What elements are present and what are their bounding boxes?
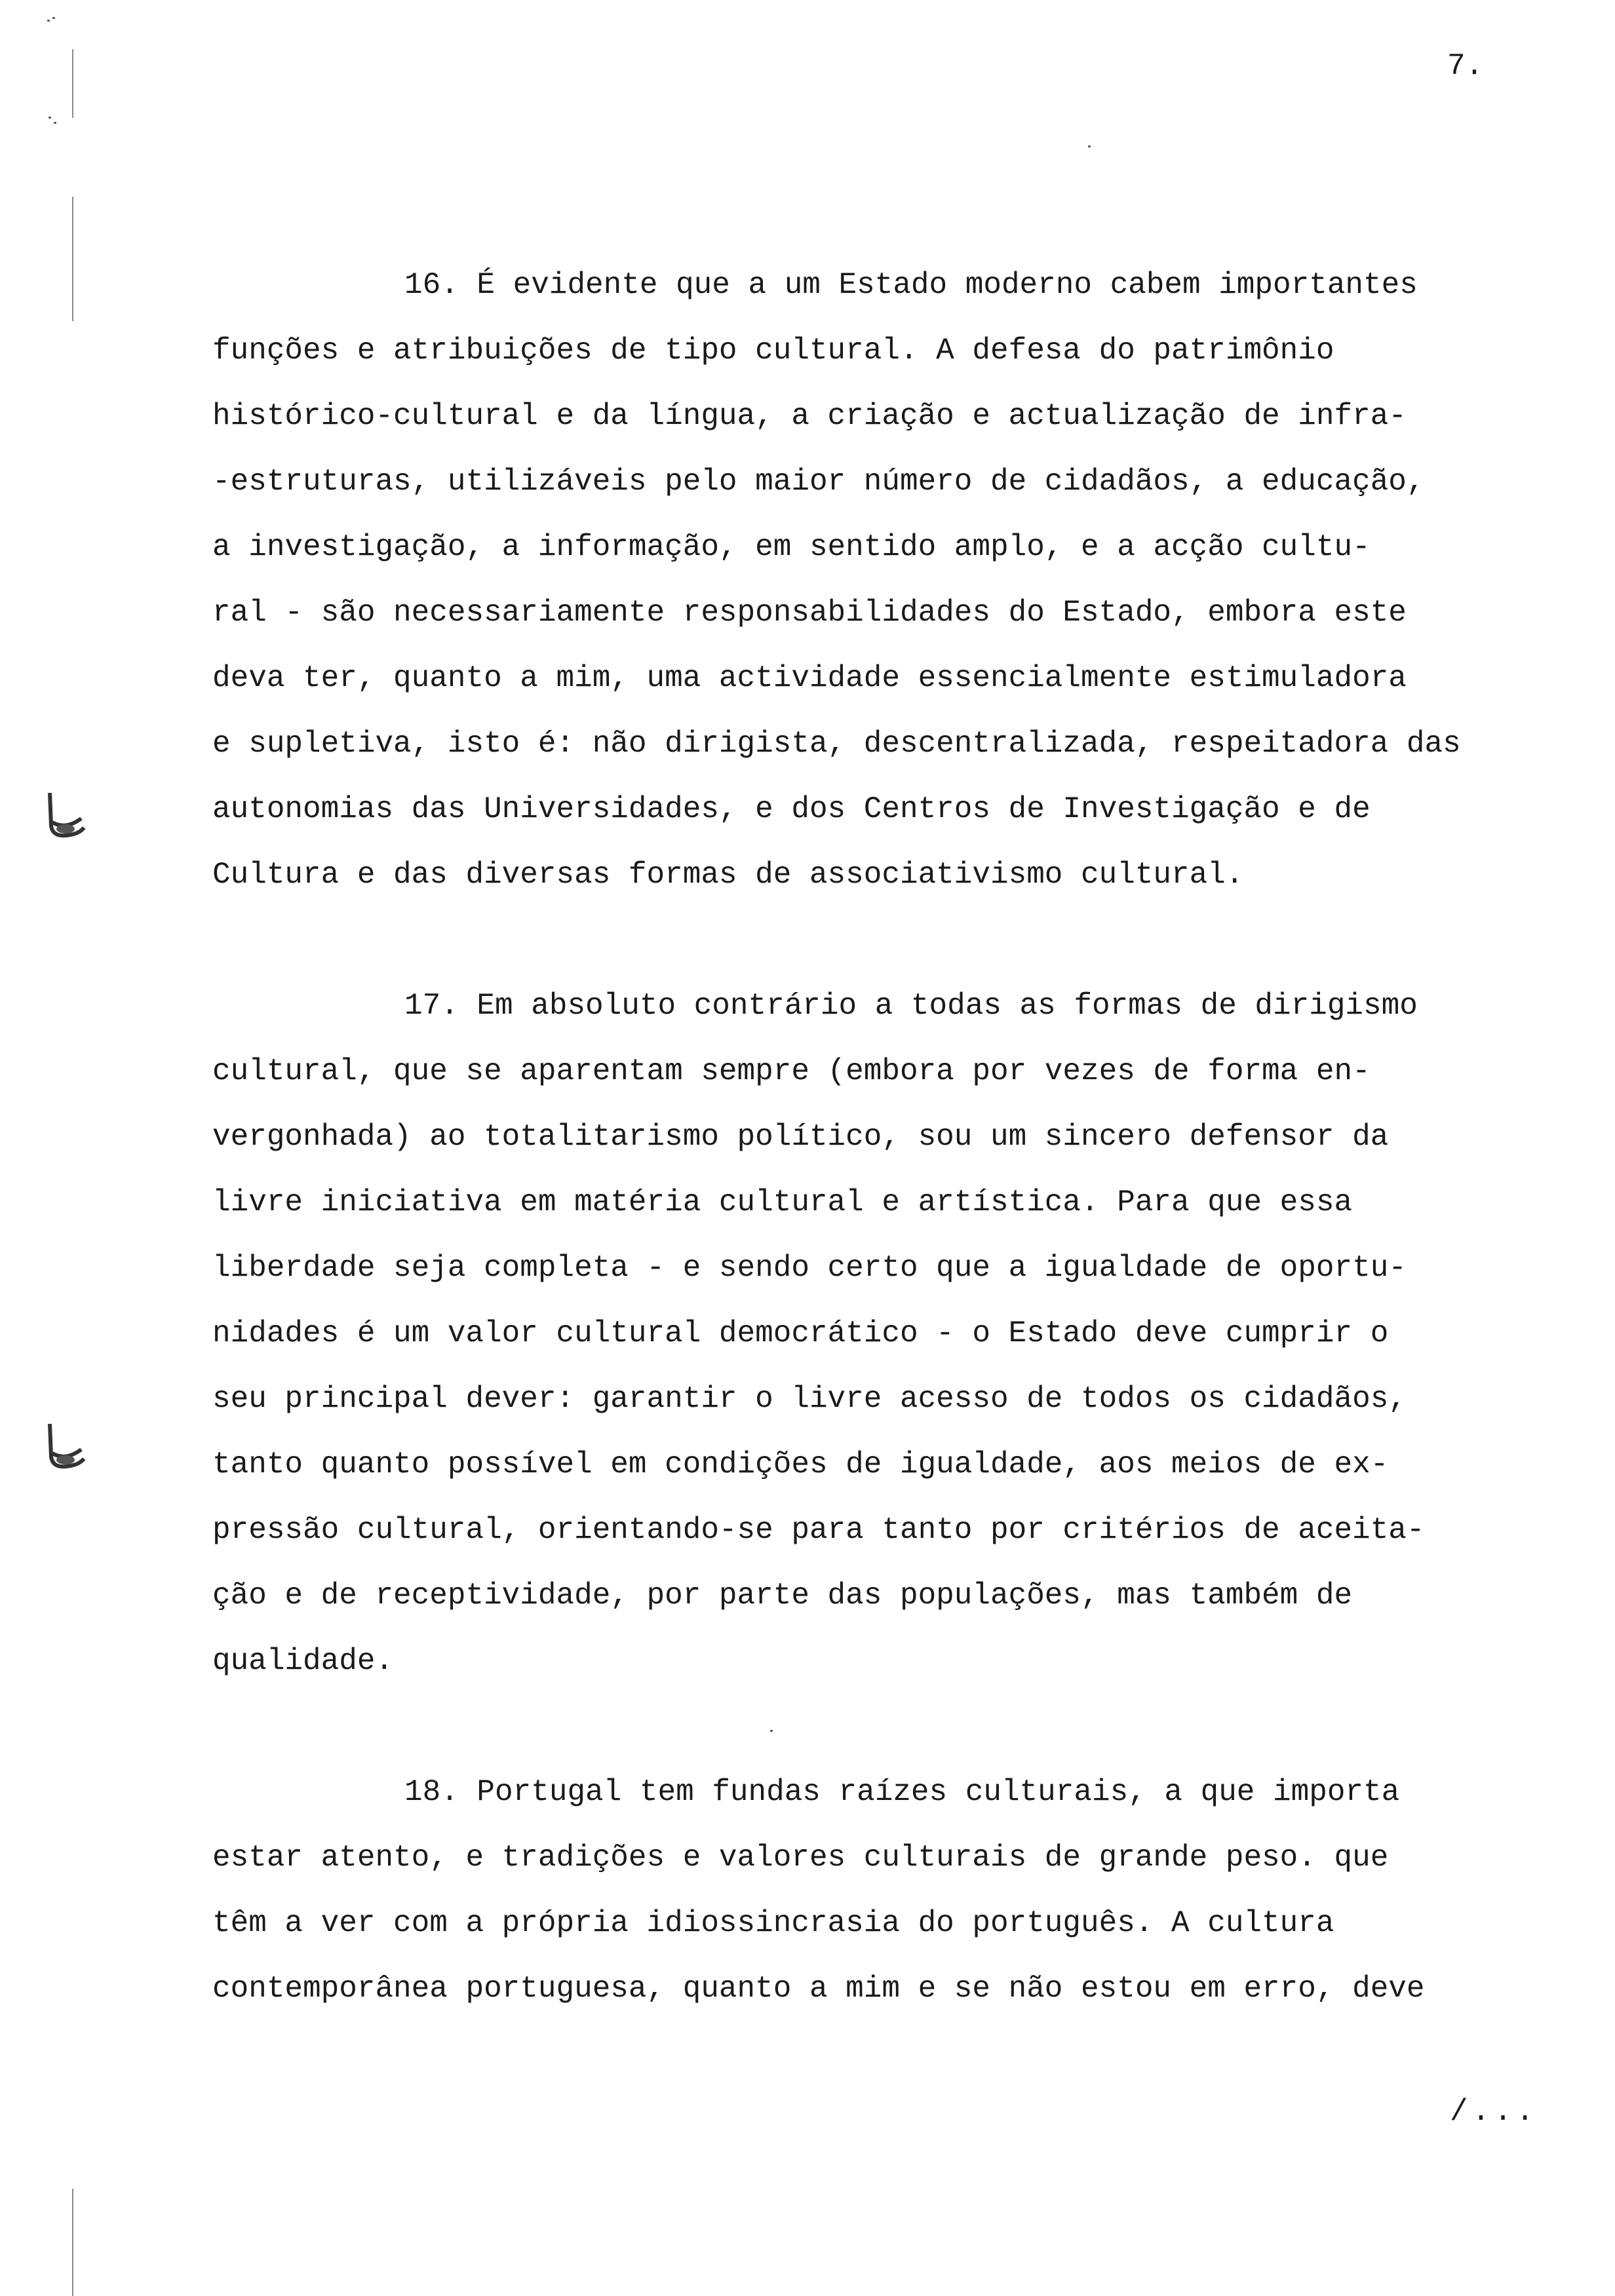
text-line: liberdade seja completa - e sendo certo que a igualdade de oportu- <box>212 1251 1407 1285</box>
continuation-mark: /... <box>1450 2095 1538 2129</box>
binder-clip-mark-upper <box>43 790 89 842</box>
text-line: autonomias das Universidades, e dos Centros de Investigação e de <box>212 792 1371 826</box>
text-line: ral - são necessariamente responsabilidades do Estado, embora este <box>212 596 1407 630</box>
text-line: nidades é um valor cultural democrático - o Estado deve cumprir o <box>212 1316 1389 1350</box>
text-line: funções e atribuições de tipo cultural. A defesa do patrimônio <box>212 334 1334 368</box>
margin-rule-middle <box>72 197 73 321</box>
margin-speck <box>47 20 50 22</box>
text-line: deva ter, quanto a mim, uma actividade essencialmente estimuladora <box>212 661 1407 695</box>
text-line: histórico-cultural e da língua, a criação e actualização de infra- <box>212 399 1407 433</box>
text-line: -estruturas, utilizáveis pelo maior número de cidadãos, a educação, <box>212 465 1425 499</box>
text-line: ção e de receptividade, por parte das populações, mas também de <box>212 1578 1353 1613</box>
page-number: 7. <box>1447 49 1484 83</box>
margin-speck <box>1088 145 1091 147</box>
text-line: pressão cultural, orientando-se para tanto por critérios de aceita- <box>212 1513 1425 1547</box>
text-line: 17. Em absoluto contrário a todas as formas de dirigismo <box>404 989 1418 1023</box>
text-line: vergonhada) ao totalitarismo político, sou um sincero defensor da <box>212 1120 1389 1154</box>
text-line: Cultura e das diversas formas de associativismo cultural. <box>212 858 1244 892</box>
text-line: seu principal dever: garantir o livre acesso de todos os cidadãos, <box>212 1382 1407 1416</box>
margin-speck <box>54 122 56 124</box>
text-line: cultural, que se aparentam sempre (embora por vezes de forma en- <box>212 1054 1371 1088</box>
text-line: estar atento, e tradições e valores culturais de grande peso. que <box>212 1841 1389 1875</box>
margin-speck <box>52 17 55 19</box>
text-line: 16. É evidente que a um Estado moderno cabem importantes <box>404 268 1418 302</box>
text-line: tanto quanto possível em condições de igualdade, aos meios de ex- <box>212 1447 1389 1482</box>
text-line: e supletiva, isto é: não dirigista, descentralizada, respeitadora das <box>212 727 1461 761</box>
text-line: têm a ver com a própria idiossincrasia do português. A cultura <box>212 1906 1334 1940</box>
margin-speck <box>49 117 51 119</box>
margin-rule-top <box>72 49 73 118</box>
binder-clip-mark-lower <box>43 1421 89 1473</box>
text-line: 18. Portugal tem fundas raízes culturais, a que importa <box>404 1775 1400 1809</box>
text-line: qualidade. <box>212 1644 394 1678</box>
text-line: contemporânea portuguesa, quanto a mim e se não estou em erro, deve <box>212 1972 1425 2006</box>
text-line: livre iniciativa em matéria cultural e artística. Para que essa <box>212 1185 1353 1219</box>
margin-speck <box>770 1730 773 1732</box>
text-line: a investigação, a informação, em sentido amplo, e a acção cultu- <box>212 530 1371 564</box>
margin-rule-bottom <box>72 2189 73 2296</box>
